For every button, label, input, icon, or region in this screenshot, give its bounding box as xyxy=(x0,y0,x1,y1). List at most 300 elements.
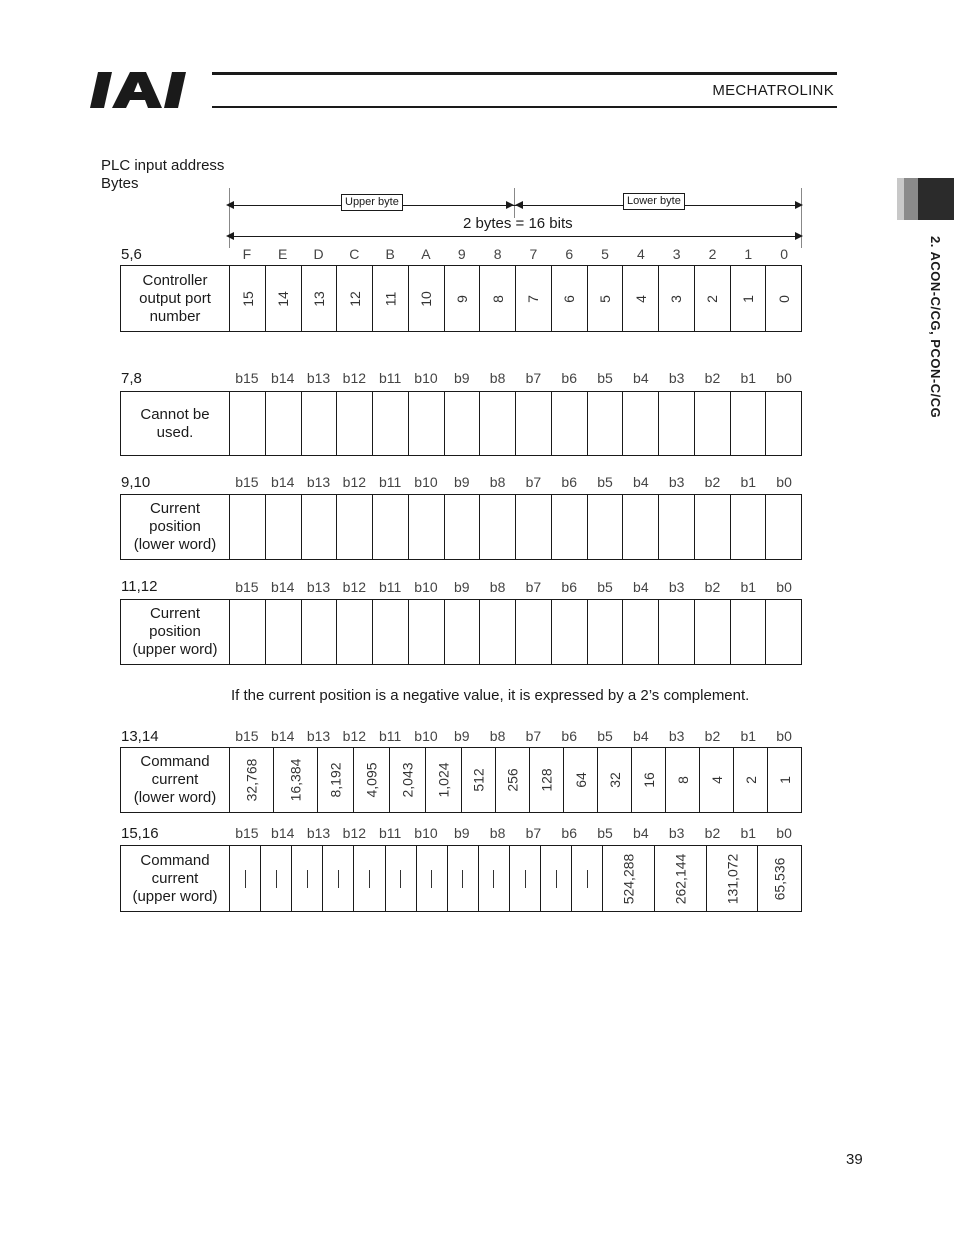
bit-value: 32,768 xyxy=(243,758,260,802)
bit-cell xyxy=(552,392,588,455)
register-name-line: Current xyxy=(149,500,200,517)
two-bytes-label: 2 bytes = 16 bits xyxy=(463,215,573,232)
bit-value: 262,144 xyxy=(672,853,689,904)
bit-header-label: b6 xyxy=(561,474,577,490)
bit-cell xyxy=(695,266,731,331)
bit-header-label: b12 xyxy=(342,474,367,490)
lower-byte-label: Lower byte xyxy=(623,193,685,210)
bit-cell xyxy=(659,600,695,664)
bit-cell xyxy=(588,392,624,455)
bit-header-label: b5 xyxy=(597,825,613,841)
section-title: MECHATROLINK xyxy=(712,82,834,99)
unused-bit-marker xyxy=(338,870,339,888)
intro-bytes: Bytes xyxy=(101,175,139,192)
register-name xyxy=(121,846,230,911)
bit-cell xyxy=(516,600,552,664)
bit-cell xyxy=(552,600,588,664)
bit-header-row xyxy=(229,474,802,494)
bit-header-label: b2 xyxy=(704,825,721,841)
unused-bit-marker xyxy=(556,870,557,888)
page-number: 39 xyxy=(846,1151,863,1168)
header-rule-bottom xyxy=(212,106,837,108)
bit-cell xyxy=(530,748,564,812)
intro-plc-address: PLC input address xyxy=(101,157,225,174)
side-tab-light xyxy=(897,178,904,220)
bit-header-label: b9 xyxy=(453,370,470,386)
bit-cell xyxy=(632,748,666,812)
width-arrow-right xyxy=(795,231,805,241)
bit-value: 4 xyxy=(632,294,649,303)
bit-value: 11 xyxy=(382,291,399,306)
bit-cell xyxy=(734,748,768,812)
bit-cell xyxy=(373,392,409,455)
bit-header-label: b15 xyxy=(235,825,259,841)
bit-value: 15 xyxy=(239,290,256,307)
bit-cell xyxy=(564,748,598,812)
bit-header-label: B xyxy=(385,246,395,262)
bit-value: 8 xyxy=(489,294,506,303)
bit-cell xyxy=(373,266,409,331)
bit-header-label: b13 xyxy=(306,370,331,386)
register-address: 9,10 xyxy=(121,474,151,491)
bit-cell xyxy=(230,600,266,664)
bit-header-label: E xyxy=(278,246,288,262)
side-tab-mid xyxy=(904,178,918,220)
bit-header-label: b14 xyxy=(271,579,295,595)
bit-value: 16 xyxy=(640,772,657,788)
bit-header-row xyxy=(229,370,802,390)
bit-value: 65,536 xyxy=(771,857,788,900)
bit-cell xyxy=(731,600,767,664)
bit-header-label: b7 xyxy=(525,728,542,744)
bit-cell xyxy=(766,266,801,331)
bit-header-label: b5 xyxy=(597,474,613,490)
bit-value: 4,095 xyxy=(363,762,380,798)
bit-header-label: b13 xyxy=(306,825,331,841)
bit-cell xyxy=(230,846,261,911)
bit-cell xyxy=(480,266,516,331)
bit-value: 2 xyxy=(704,294,721,303)
bit-header-label: b10 xyxy=(414,579,438,595)
bit-header-label: b11 xyxy=(378,370,402,386)
register-name-line: Cannot be xyxy=(140,405,210,423)
bit-cell xyxy=(266,600,302,664)
bit-value: 6 xyxy=(561,294,578,303)
register-name xyxy=(121,392,230,455)
bit-cell xyxy=(354,846,385,911)
bit-cell xyxy=(417,846,448,911)
register-name-line: current xyxy=(151,869,199,887)
bit-cell xyxy=(510,846,541,911)
header-rule-top xyxy=(212,72,837,75)
bit-header-label: b7 xyxy=(525,370,542,386)
bit-cell xyxy=(731,495,767,559)
bit-cell xyxy=(230,748,274,812)
bit-header-label: b10 xyxy=(414,474,438,490)
bit-header-label: b3 xyxy=(668,825,685,841)
bit-cell xyxy=(292,846,323,911)
bit-cell xyxy=(409,392,445,455)
bit-header-label: b13 xyxy=(306,474,331,490)
bit-header-label: b2 xyxy=(704,474,721,490)
register-name-line: number xyxy=(149,307,201,325)
bit-header-label: C xyxy=(349,246,360,262)
register-name-line: current xyxy=(151,771,199,788)
bit-cell xyxy=(572,846,603,911)
bit-header-label: 6 xyxy=(565,246,574,262)
bit-header-label: b6 xyxy=(561,370,577,386)
bit-cell xyxy=(623,600,659,664)
chapter-label: 2. ACON-C/CG, PCON-C/CG xyxy=(928,236,943,419)
bit-header-label: b7 xyxy=(525,474,542,490)
bit-cell xyxy=(479,846,510,911)
unused-bit-marker xyxy=(587,870,588,888)
bit-header-label: b5 xyxy=(597,579,613,595)
bit-value: 13 xyxy=(310,290,327,307)
bit-header-label: b8 xyxy=(489,579,506,595)
bit-header-label: b2 xyxy=(704,370,721,386)
bit-header-label: b3 xyxy=(668,728,685,744)
arrow-head-left xyxy=(226,200,236,210)
bit-cell xyxy=(445,392,481,455)
bit-cell xyxy=(337,495,373,559)
bit-header-label: b1 xyxy=(740,728,757,744)
bit-header-label: b1 xyxy=(740,825,757,841)
bit-cell xyxy=(409,266,445,331)
bit-header-label: b9 xyxy=(453,728,470,744)
bit-value: 1,024 xyxy=(435,762,452,798)
bit-cell xyxy=(462,748,496,812)
bit-value: 64 xyxy=(572,772,589,788)
bit-value: 9 xyxy=(453,294,470,303)
bit-cell xyxy=(302,600,338,664)
bit-cell xyxy=(409,495,445,559)
bit-value: 131,072 xyxy=(723,853,740,904)
bit-header-label: b9 xyxy=(453,474,470,490)
upper-byte-label: Upper byte xyxy=(341,194,403,211)
bit-value: 2 xyxy=(742,776,759,784)
bit-header-label: b1 xyxy=(740,370,757,386)
bit-cell xyxy=(516,495,552,559)
register-row xyxy=(120,391,802,456)
register-address: 13,14 xyxy=(121,728,159,745)
bit-cell xyxy=(588,495,624,559)
bit-cell xyxy=(598,748,632,812)
bit-cell xyxy=(695,600,731,664)
bit-header-label: 3 xyxy=(672,246,681,262)
bit-header-label: b6 xyxy=(561,728,577,744)
register-name-line: Command xyxy=(140,753,210,770)
bit-cell xyxy=(768,748,801,812)
register-name xyxy=(121,495,230,559)
bit-value: 5 xyxy=(596,294,613,303)
bit-header-row xyxy=(229,825,802,845)
bit-value: 128 xyxy=(538,768,555,792)
bit-cell xyxy=(373,600,409,664)
bit-cell xyxy=(302,495,338,559)
bit-header-label: b11 xyxy=(378,474,402,490)
bit-header-label: b8 xyxy=(489,825,506,841)
bit-header-label: b15 xyxy=(235,728,259,744)
register-name xyxy=(121,748,230,812)
bit-header-label: b14 xyxy=(271,825,295,841)
bit-cell xyxy=(603,846,655,911)
bit-header-row xyxy=(229,246,802,266)
negative-value-note: If the current position is a negative value, it is expressed by a 2’s complement. xyxy=(231,687,750,704)
bit-header-label: 5 xyxy=(601,246,609,262)
register-name-line: (lower word) xyxy=(133,536,217,553)
bit-value: 2,043 xyxy=(399,762,416,798)
bit-cell xyxy=(480,392,516,455)
bit-header-label: b0 xyxy=(776,370,792,386)
bit-header-label: b4 xyxy=(633,728,649,744)
register-name-line: (upper word) xyxy=(132,887,218,905)
bit-cell xyxy=(695,495,731,559)
arrow-head-mid-right xyxy=(515,200,525,210)
bit-header-label: b12 xyxy=(342,370,367,386)
bit-header-row xyxy=(229,728,802,748)
bit-cell xyxy=(274,748,318,812)
bit-cell xyxy=(373,495,409,559)
register-address: 15,16 xyxy=(121,825,159,842)
bit-header-label: b14 xyxy=(271,728,295,744)
bit-cell xyxy=(230,266,266,331)
bit-cell xyxy=(766,600,801,664)
bit-header-label: b14 xyxy=(271,474,295,490)
bit-header-label: b8 xyxy=(489,728,506,744)
bit-cell xyxy=(731,392,767,455)
unused-bit-marker xyxy=(493,870,494,888)
bit-header-label: b10 xyxy=(414,825,438,841)
bit-header-label: b2 xyxy=(704,579,721,595)
bit-header-label: b12 xyxy=(342,825,367,841)
bit-value: 14 xyxy=(275,290,292,307)
bit-cell xyxy=(655,846,707,911)
bit-header-label: b1 xyxy=(740,474,757,490)
bit-header-label: A xyxy=(421,246,431,262)
bit-value: 4 xyxy=(708,776,725,784)
bit-value: 8 xyxy=(674,776,691,784)
bit-header-label: b10 xyxy=(414,728,438,744)
bit-value: 256 xyxy=(504,768,521,792)
bit-header-label: b10 xyxy=(414,370,438,386)
bit-cell xyxy=(623,266,659,331)
bit-header-label: b4 xyxy=(633,579,649,595)
bit-value: 10 xyxy=(418,290,435,307)
bit-header-label: 1 xyxy=(744,246,753,262)
bit-header-label: b4 xyxy=(633,825,649,841)
unused-bit-marker xyxy=(400,870,401,888)
register-name xyxy=(121,600,230,664)
bit-header-label: b4 xyxy=(633,370,649,386)
bit-header-label: b6 xyxy=(561,825,577,841)
bit-cell xyxy=(409,600,445,664)
bit-cell xyxy=(426,748,462,812)
register-address: 11,12 xyxy=(121,578,158,595)
bit-cell xyxy=(659,266,695,331)
bit-value: 8,192 xyxy=(327,762,344,798)
bit-header-label: b13 xyxy=(306,579,331,595)
register-name-line: (upper word) xyxy=(132,641,218,658)
bit-value: 512 xyxy=(470,768,487,792)
bit-header-label: F xyxy=(242,246,252,262)
bit-cell xyxy=(552,495,588,559)
register-name-line: Controller xyxy=(142,271,208,289)
bit-header-label: b8 xyxy=(489,474,506,490)
bit-cell xyxy=(758,846,801,911)
bit-cell xyxy=(700,748,734,812)
bit-header-label: 0 xyxy=(780,246,788,262)
bit-value: 16,384 xyxy=(287,758,304,802)
bit-header-label: b3 xyxy=(668,579,685,595)
bit-cell xyxy=(541,846,572,911)
register-name-line: Current xyxy=(149,605,200,622)
unused-bit-marker xyxy=(525,870,526,888)
bit-cell xyxy=(496,748,530,812)
bit-header-label: b11 xyxy=(378,579,402,595)
bit-value: 524,288 xyxy=(620,853,637,904)
bit-cell xyxy=(390,748,426,812)
bit-header-label: b13 xyxy=(306,728,331,744)
bit-header-label: b1 xyxy=(740,579,757,595)
bit-header-label: 8 xyxy=(493,246,502,262)
bit-header-label: b8 xyxy=(489,370,506,386)
register-name-line: (lower word) xyxy=(133,789,217,806)
bit-cell xyxy=(266,495,302,559)
bit-cell xyxy=(337,266,373,331)
bit-cell xyxy=(516,392,552,455)
bit-header-label: b15 xyxy=(235,579,259,595)
bit-header-label: b12 xyxy=(342,728,367,744)
width-arrow-left xyxy=(226,231,236,241)
bit-header-label: b2 xyxy=(704,728,721,744)
bit-cell xyxy=(302,266,338,331)
bit-header-label: 2 xyxy=(708,246,717,262)
bit-value: 12 xyxy=(346,290,363,307)
bit-header-label: b11 xyxy=(378,825,402,841)
bit-cell xyxy=(448,846,479,911)
bit-header-label: b6 xyxy=(561,579,577,595)
register-address: 7,8 xyxy=(121,370,142,387)
bit-header-label: b0 xyxy=(776,579,792,595)
register-address: 5,6 xyxy=(121,246,142,263)
register-row xyxy=(120,845,802,912)
bit-cell xyxy=(230,495,266,559)
register-name-line: Command xyxy=(140,851,210,869)
bit-header-label: b11 xyxy=(378,728,402,744)
register-name-line: used. xyxy=(156,423,194,441)
bit-header-label: b14 xyxy=(271,370,295,386)
bit-header-label: 9 xyxy=(457,246,466,262)
bit-header-label: 4 xyxy=(636,246,645,262)
bit-header-label: 7 xyxy=(529,246,538,262)
bit-header-label: b15 xyxy=(235,474,259,490)
bit-value: 1 xyxy=(776,776,793,784)
bit-cell xyxy=(302,392,338,455)
register-name-line: position xyxy=(149,518,201,535)
bit-cell xyxy=(261,846,292,911)
unused-bit-marker xyxy=(307,870,308,888)
bit-cell xyxy=(337,392,373,455)
bit-cell xyxy=(337,600,373,664)
bit-cell xyxy=(266,266,302,331)
bit-header-label: b3 xyxy=(668,370,685,386)
bit-header-label: b4 xyxy=(633,474,649,490)
register-row xyxy=(120,747,802,813)
bit-cell xyxy=(480,495,516,559)
bit-cell xyxy=(659,495,695,559)
bit-cell xyxy=(480,600,516,664)
register-row xyxy=(120,494,802,560)
register-name-line: output port xyxy=(139,289,211,307)
bit-cell xyxy=(766,392,801,455)
arrow-head-right xyxy=(795,200,805,210)
bit-cell xyxy=(354,748,390,812)
register-row xyxy=(120,599,802,665)
bit-cell xyxy=(445,266,481,331)
bit-cell xyxy=(695,392,731,455)
bit-cell xyxy=(659,392,695,455)
bit-header-label: b9 xyxy=(453,579,470,595)
register-row xyxy=(120,265,802,332)
bit-cell xyxy=(318,748,354,812)
bit-cell xyxy=(623,495,659,559)
bit-cell xyxy=(588,266,624,331)
bit-cell xyxy=(445,600,481,664)
bit-header-label: b0 xyxy=(776,474,792,490)
bit-header-label: b9 xyxy=(453,825,470,841)
bit-cell xyxy=(707,846,759,911)
bit-header-label: b3 xyxy=(668,474,685,490)
bit-cell xyxy=(766,495,801,559)
bit-cell xyxy=(588,600,624,664)
unused-bit-marker xyxy=(276,870,277,888)
bit-value: 7 xyxy=(525,294,542,303)
bit-cell xyxy=(323,846,354,911)
bit-header-label: D xyxy=(313,246,324,262)
register-name-line: position xyxy=(149,623,201,640)
bit-value: 3 xyxy=(668,294,685,303)
bit-cell xyxy=(623,392,659,455)
bit-header-label: b7 xyxy=(525,579,542,595)
bit-header-label: b7 xyxy=(525,825,542,841)
bit-header-label: b0 xyxy=(776,728,792,744)
bit-header-label: b5 xyxy=(597,728,613,744)
bit-cell xyxy=(552,266,588,331)
iai-logo xyxy=(90,70,206,110)
bit-cell xyxy=(731,266,767,331)
side-tab-dark xyxy=(918,178,954,220)
bit-header-label: b5 xyxy=(597,370,613,386)
bit-cell xyxy=(386,846,417,911)
bit-header-label: b15 xyxy=(235,370,259,386)
unused-bit-marker xyxy=(431,870,432,888)
unused-bit-marker xyxy=(369,870,370,888)
bit-value: 1 xyxy=(739,294,756,303)
bit-cell xyxy=(266,392,302,455)
bit-cell xyxy=(445,495,481,559)
bit-value: 32 xyxy=(606,772,623,788)
unused-bit-marker xyxy=(462,870,463,888)
width-arrow-line xyxy=(229,236,801,237)
bit-cell xyxy=(666,748,700,812)
bit-header-row xyxy=(229,579,802,599)
bit-cell xyxy=(516,266,552,331)
bit-header-label: b0 xyxy=(776,825,792,841)
unused-bit-marker xyxy=(245,870,246,888)
bit-cell xyxy=(230,392,266,455)
register-name xyxy=(121,266,230,331)
